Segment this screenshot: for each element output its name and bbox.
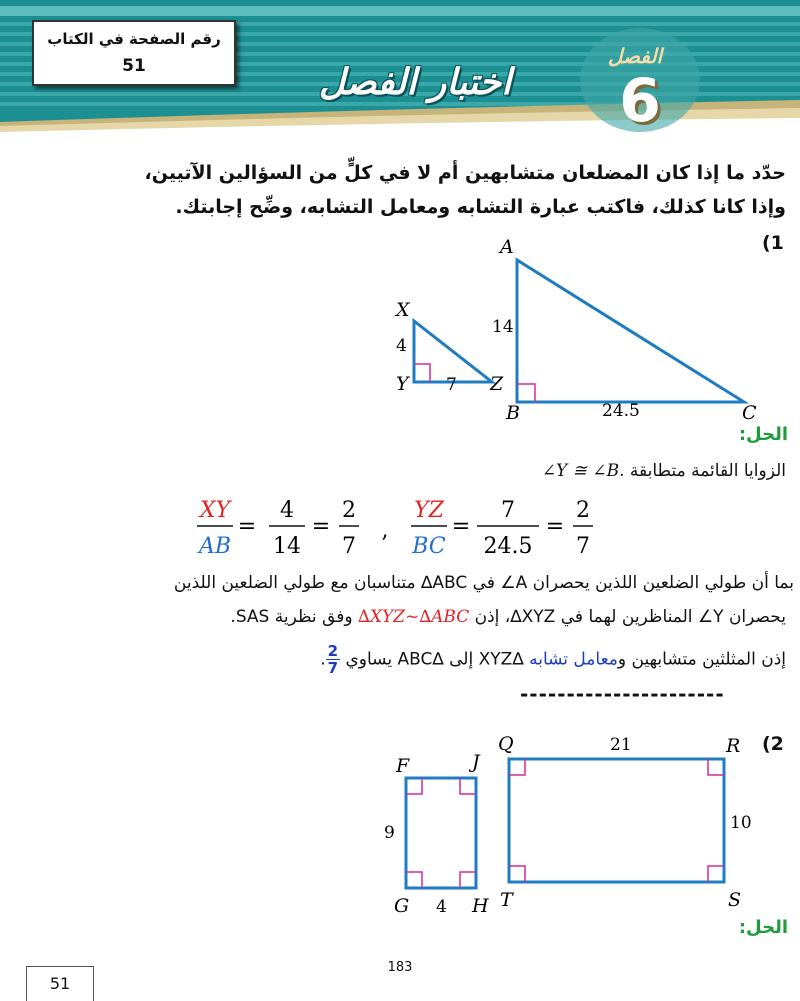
angles-statement xyxy=(186,461,786,481)
label-g: G xyxy=(394,895,410,917)
label-t: T xyxy=(500,889,513,911)
side-bc-length: 24.5 xyxy=(602,401,640,421)
right-angle-mark-t xyxy=(509,866,525,882)
label-s: S xyxy=(728,889,742,911)
conclusion-2-text-a: يحصران Y∠ المناظرين لهما في XYZ∆، إذن xyxy=(469,607,786,627)
label-b: B xyxy=(506,402,520,424)
label-j: J xyxy=(472,751,480,773)
ratio1-numerator: XY xyxy=(199,498,231,523)
scale-factor-fraction xyxy=(326,643,340,676)
equals-4: = xyxy=(545,514,565,539)
textbook-page-reference-box xyxy=(32,20,236,86)
side-yz-length: 7 xyxy=(446,375,457,395)
equals-3: = xyxy=(451,514,471,539)
side-gh-length: 4 xyxy=(436,897,447,917)
ratio-equations xyxy=(185,493,615,563)
scale-factor-numerator: 2 xyxy=(327,642,339,660)
equals-1: = xyxy=(237,514,257,539)
side-qr-length: 21 xyxy=(610,735,632,755)
frac-7b: 7 xyxy=(501,498,515,523)
frac-24-5: 24.5 xyxy=(483,534,533,559)
right-angle-mark-q xyxy=(509,759,525,775)
page-reference-label: رقم الصفحة في الكتاب xyxy=(47,30,221,48)
conclusion-line-1: بما أن طولي الضلعين اللذين يحصران A∠ في ABC∆ متناسبان مع طولي الضلعين اللذين xyxy=(173,573,794,593)
right-angle-mark-j xyxy=(460,778,476,794)
page-reference-number: 51 xyxy=(122,56,146,76)
frac-2a: 2 xyxy=(342,498,356,523)
frac-14: 14 xyxy=(273,534,301,559)
instruction-line-1: حدّد ما إذا كان المضلعان متشابهين أم لا في كلٍّ من السؤالين الآتيين، xyxy=(144,162,786,184)
scale-factor-denominator: 7 xyxy=(327,659,339,677)
side-xy-length: 4 xyxy=(396,336,407,356)
triangle-abc xyxy=(517,260,744,402)
side-ab-length: 14 xyxy=(492,317,514,337)
scale-factor-term: معامل تشابه xyxy=(529,649,618,670)
label-r: R xyxy=(726,735,741,757)
frac-2b: 2 xyxy=(576,498,590,523)
angles-text: الزوايا القائمة متطابقة xyxy=(629,461,786,481)
chapter-word: الفصل xyxy=(607,44,663,68)
right-angle-mark-h xyxy=(460,872,476,888)
similarity-statement: ∆XYZ~∆ABC xyxy=(357,607,470,627)
conclusion-3-text-a: إذن المثلثين متشابهين و xyxy=(617,649,786,670)
label-h: H xyxy=(472,895,489,917)
right-angle-mark-r xyxy=(708,759,724,775)
conclusion-3-text-b: ∆XYZ إلى ∆ABC يساوي xyxy=(340,649,530,670)
section-divider: ---------------------- xyxy=(520,682,725,706)
side-rs-length: 10 xyxy=(730,813,752,833)
right-angle-mark-y xyxy=(414,364,430,382)
label-c: C xyxy=(742,402,757,424)
rectangles-figure xyxy=(360,722,760,922)
footer-page-box: 51 xyxy=(26,966,94,1001)
question-1-number: (1 xyxy=(762,232,784,254)
right-angle-mark-f xyxy=(406,778,422,794)
frac-4: 4 xyxy=(280,498,294,523)
label-z: Z xyxy=(490,373,504,395)
frac-7a: 7 xyxy=(342,534,356,559)
angles-math: ∠Y ≅ ∠B. xyxy=(541,461,625,481)
ratio2-denominator: BC xyxy=(412,534,446,559)
conclusion-2-text-b: وفق نظرية SAS. xyxy=(230,607,358,627)
label-f: F xyxy=(396,755,410,777)
conclusion-line-2 xyxy=(6,607,786,627)
label-q: Q xyxy=(498,733,514,755)
instruction-line-2: وإذا كانا كذلك، فاكتب عبارة التشابه ومعامل التشابه، وضِّح إجابتك. xyxy=(175,196,786,218)
label-a: A xyxy=(500,236,514,258)
frac-7c: 7 xyxy=(576,534,590,559)
label-x: X xyxy=(396,299,410,321)
right-angle-mark-b xyxy=(517,384,535,402)
solution-label-1: الحل: xyxy=(738,424,788,445)
label-y: Y xyxy=(396,373,409,395)
conclusion-line-3: إذن المثلثين متشابهين ومعامل تشابه ∆XYZ إلى ∆ABC يساوي $\frac{2}{7}$ . xyxy=(320,642,786,677)
chapter-number: 6 xyxy=(619,66,661,136)
comma: , xyxy=(381,518,389,543)
side-fg-length: 9 xyxy=(384,823,395,843)
solution-label-2: الحل: xyxy=(738,917,788,938)
rectangle-qrst xyxy=(509,759,724,882)
equals-2: = xyxy=(311,514,331,539)
right-angle-mark-g xyxy=(406,872,422,888)
triangles-figure xyxy=(380,230,770,430)
ratio2-numerator: YZ xyxy=(414,498,444,523)
page-number: 183 xyxy=(387,960,413,975)
right-angle-mark-s xyxy=(708,866,724,882)
triangle-xyz xyxy=(414,321,492,382)
question-2-number: (2 xyxy=(762,733,784,755)
ratio1-denominator: AB xyxy=(198,534,232,559)
chapter-title: اختبار الفصل xyxy=(318,62,512,103)
